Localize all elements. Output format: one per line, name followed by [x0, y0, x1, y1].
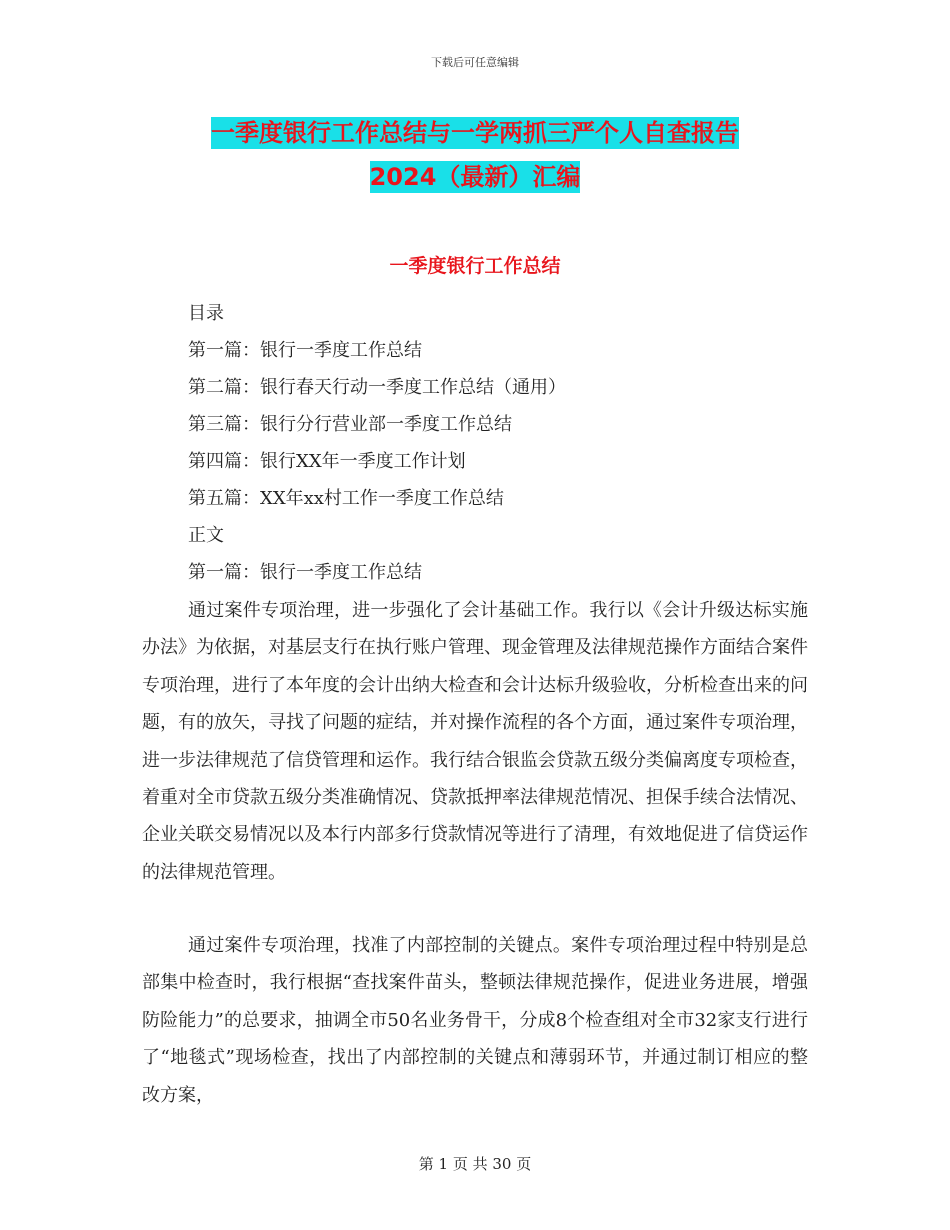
section-heading: 一季度银行工作总结 — [389, 255, 561, 277]
toc-item: 第四篇：银行XX年一季度工作计划 — [188, 451, 466, 472]
toc-item: 第一篇：银行一季度工作总结 — [188, 340, 422, 361]
toc-item: 第五篇：XX年xx村工作一季度工作总结 — [188, 488, 504, 509]
page-header-note: 下载后可任意编辑 — [431, 56, 519, 69]
toc-item: 第三篇：银行分行营业部一季度工作总结 — [188, 414, 512, 435]
body-paragraph: 通过案件专项治理，进一步强化了会计基础工作。我行以《会计升级达标实施办法》为依据，对基层支行在执行账户管理、现金管理及法律规范操作方面结合案件专项治理，进行了本年度的会计出纳大检查和会计达标升级验收，分析检查出来的问题，有的放矢，寻找了问题的症结，并对操作流程的各个方面，通过案件专项治理，进一步法律规范了信贷管理和运作。我行结合银监会贷款五级分类偏离度专项检查，着重对全市贷款五级分类准确情况、贷款抵押率法律规范情况、担保手续合法情况、企业关联交易情况以及本行内部多行贷款情况等进行了清理，有效地促进了信贷运作的法律规范管理。 — [142, 600, 808, 883]
toc-label: 目录 — [188, 303, 224, 324]
page-footer: 第 1 页 共 30 页 — [418, 1155, 532, 1173]
document-title-line2: 2024（最新）汇编 — [369, 163, 581, 191]
body-paragraph: 通过案件专项治理，找准了内部控制的关键点。案件专项治理过程中特别是总部集中检查时，我行根据“查找案件苗头，整顿法律规范操作，促进业务进展，增强防险能力”的总要求，抽调全市50名业务骨干，分成8个检查组对全市32家支行进行了“地毯式”现场检查，找出了内部控制的关键点和薄弱环节，并通过制订相应的整改方案， — [142, 935, 808, 1106]
body-label: 正文 — [188, 525, 224, 546]
chapter-title: 第一篇：银行一季度工作总结 — [188, 562, 422, 583]
table-of-contents — [188, 295, 566, 591]
toc-item: 第二篇：银行春天行动一季度工作总结（通用） — [188, 377, 566, 398]
document-title-line1: 一季度银行工作总结与一学两抓三严个人自查报告 — [211, 119, 739, 147]
